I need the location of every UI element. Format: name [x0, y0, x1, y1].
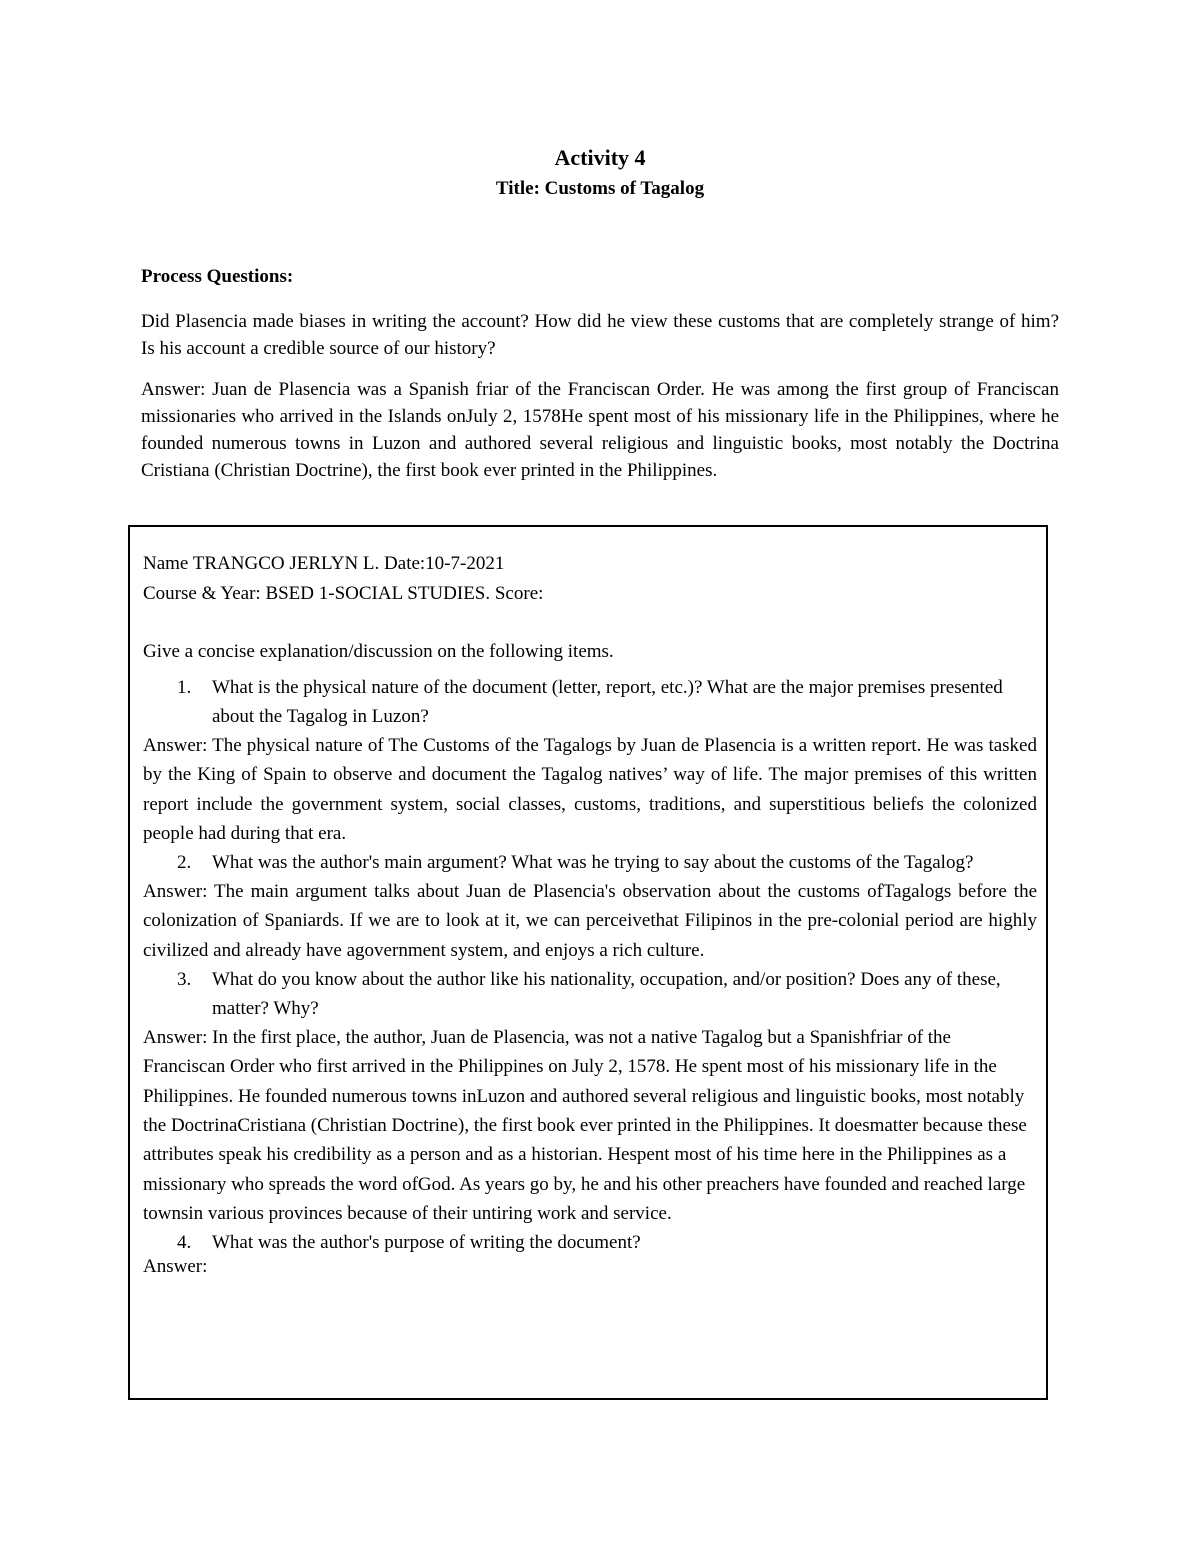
spacer: [143, 609, 1037, 637]
instruction-text: Give a concise explanation/discussion on the following items.: [143, 641, 614, 662]
activity-heading: Activity 4: [554, 145, 646, 170]
activity-title: Title: Customs of Tagalog: [495, 178, 705, 199]
process-questions-label: Process Questions:: [141, 266, 294, 287]
list-item-question-2: [143, 848, 1037, 877]
answer-form-box: [128, 525, 1048, 1400]
item-number: 3.: [177, 969, 192, 991]
item-number: 4.: [177, 1232, 192, 1254]
item-answer-4: Answer:: [143, 1256, 208, 1278]
item-question-text: What was the author's purpose of writing the document?: [212, 1232, 641, 1254]
item-question-text: What was the author's main argument? What was he trying to say about the customs of the Tagalog?: [212, 852, 974, 874]
process-question-text: Did Plasencia made biases in writing the account? How did he view these customs that are completely strange of him? Is his account a credible source of our history?: [141, 311, 1059, 359]
course-score-line: Course & Year: BSED 1-SOCIAL STUDIES. Score:: [143, 583, 544, 604]
list-item-question-4: [143, 1228, 1037, 1257]
answer-form-content: [143, 549, 1037, 1277]
list-item-question-3: [143, 965, 1037, 1023]
process-answer-text: Answer: Juan de Plasencia was a Spanish friar of the Franciscan Order. He was among the first group of Franciscan missionaries who arrived in the Islands onJuly 2, 1578He spent most of his missionary life in the Philippines, where he founded numerous towns in Luzon and authored several religious and linguistic books, most notably the Doctrina Cristiana (Christian Doctrine), the first book ever printed in the Philippines.: [141, 379, 1059, 481]
item-answer-2: Answer: The main argument talks about Juan de Plasencia's observation about the customs ofTagalogs before the colonization of Spaniards. If we are to look at it, we can perceivethat Filipinos in the pre-colonial period are highly civilized and already have agovernment system, and enjoys a rich culture.: [143, 881, 1037, 961]
item-number: 2.: [177, 852, 192, 874]
item-question-text: What is the physical nature of the document (letter, report, etc.)? What are the major premises presented about the Tagalog in Luzon?: [212, 677, 1003, 727]
list-item-question-1: [143, 673, 1037, 731]
item-answer-1: Answer: The physical nature of The Customs of the Tagalogs by Juan de Plasencia is a written report. He was tasked by the King of Spain to observe and document the Tagalog natives’ way of life. The major premises of this written report include the government system, social classes, customs, traditions, and superstitious beliefs the colonized people had during that era.: [143, 735, 1037, 844]
name-date-line: Name TRANGCO JERLYN L. Date:10-7-2021: [143, 553, 505, 574]
item-number: 1.: [177, 677, 192, 698]
item-answer-3: Answer: In the first place, the author, Juan de Plasencia, was not a native Tagalog but a Spanishfriar of the Franciscan Order who first arrived in the Philippines on July 2, 1578. He spent most of his missionary life in the Philippines. He founded numerous towns inLuzon and authored several religious and linguistic books, most notably the DoctrinaCristiana (Christian Doctrine), the first book ever printed in the Philippines. It doesmatter because these attributes speak his credibility as a person and as a historian. Hespent most of his time here in the Philippines as a missionary who spreads the word ofGod. As years go by, he and his other preachers have founded and reached large townsin various provinces because of their untiring work and service.: [143, 1027, 1027, 1224]
item-question-text: What do you know about the author like his nationality, occupation, and/or position? Does any of these, matter? Why?: [212, 969, 1001, 1020]
